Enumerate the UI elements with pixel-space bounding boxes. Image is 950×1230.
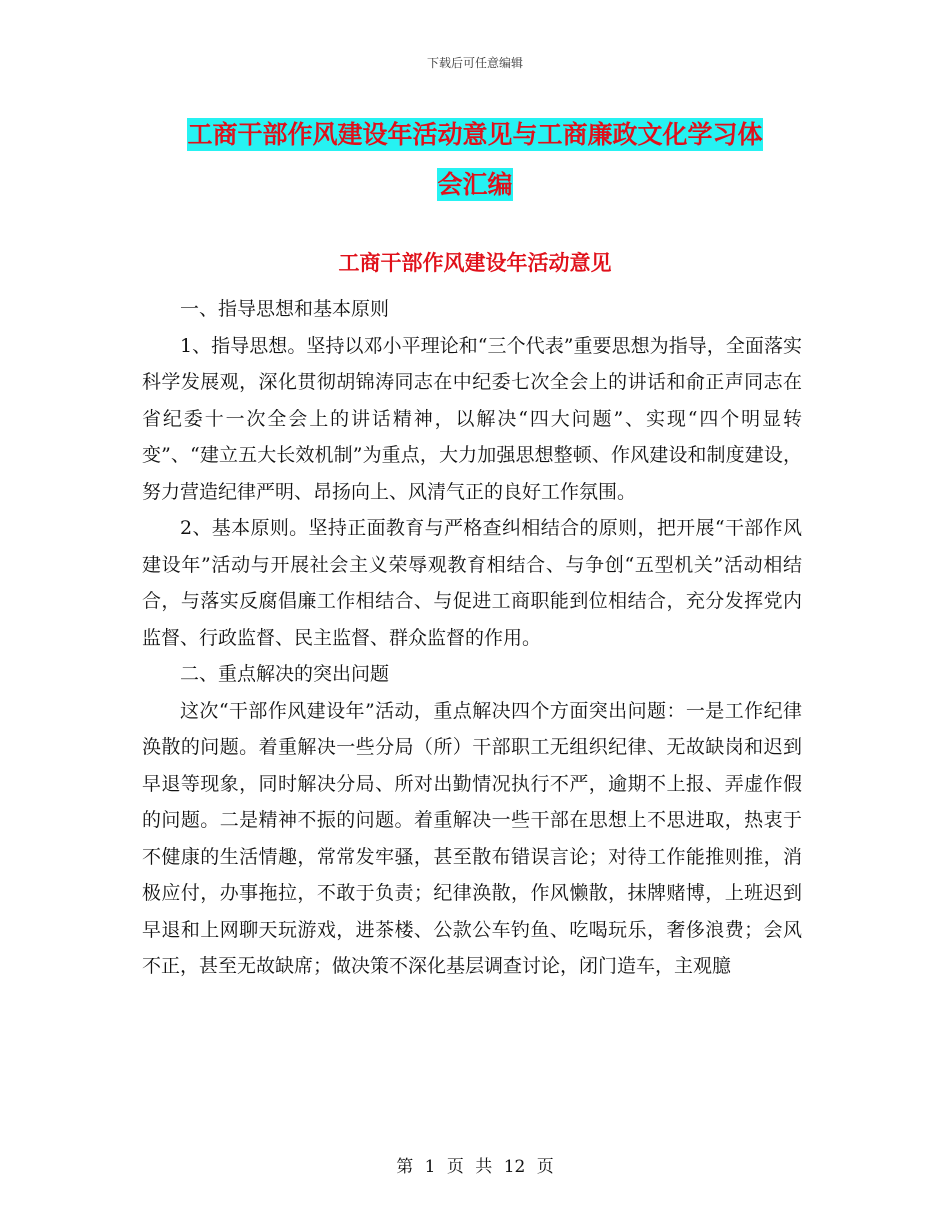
header-note: 下载后可任意编辑 — [426, 56, 523, 70]
section-title: 工商干部作风建设年活动意见 — [338, 251, 612, 275]
paragraph-key-problems: 这次“干部作风建设年”活动，重点解决四个方面突出问题：一是工作纪律涣散的问题。着重解决一些分局（所）干部职工无组织纪律、无故缺岗和迟到早退等现象，同时解决分局、所对出勤情况执行不严，逾期不上报、弄虚作假的问题。二是精神不振的问题。着重解决一些干部在思想上不思进取，热衷于不健康的生活情趣，常常发牢骚，甚至散布错误言论；对待工作能推则推，消极应付，办事拖拉，不敢于负责；纪律涣散，作风懒散，抹牌赌博，上班迟到早退和上网聊天玩游戏，进茶楼、公款公车钓鱼、吃喝玩乐，奢侈浪费；会风不正，甚至无故缺席；做决策不深化基层调查讨论，闭门造车，主观臆 — [142, 699, 802, 977]
paragraph-guiding-thought: 1、指导思想。坚持以邓小平理论和“三个代表”重要思想为指导，全面落实科学发展观，深化贯彻胡锦涛同志在中纪委七次全会上的讲话和俞正声同志在省纪委十一次全会上的讲话精神，以解决“四大问题”、实现“四个明显转变”、“建立五大长效机制”为重点，大力加强思想整顿、作风建设和制度建设，努力营造纪律严明、昂扬向上、风清气正的良好工作氛围。 — [142, 334, 802, 503]
heading-guiding-principles: 一、指导思想和基本原则 — [180, 298, 390, 320]
paragraph-basic-principles: 2、基本原则。坚持正面教育与严格查纠相结合的原则，把开展“干部作风建设年”活动与开展社会主义荣辱观教育相结合、与争创“五型机关”活动相结合，与落实反腐倡廉工作相结合、与促进工商职能到位相结合，充分发挥党内监督、行政监督、民主监督、群众监督的作用。 — [142, 517, 802, 649]
document-title — [0, 110, 950, 210]
page-number: 第 1 页 共 12 页 — [396, 1157, 554, 1177]
heading-key-problems: 二、重点解决的突出问题 — [180, 663, 390, 685]
document-title-line-2: 会汇编 — [437, 170, 513, 199]
document-body — [142, 291, 802, 985]
document-title-line-1: 工商干部作风建设年活动意见与工商廉政文化学习体 — [187, 120, 763, 149]
